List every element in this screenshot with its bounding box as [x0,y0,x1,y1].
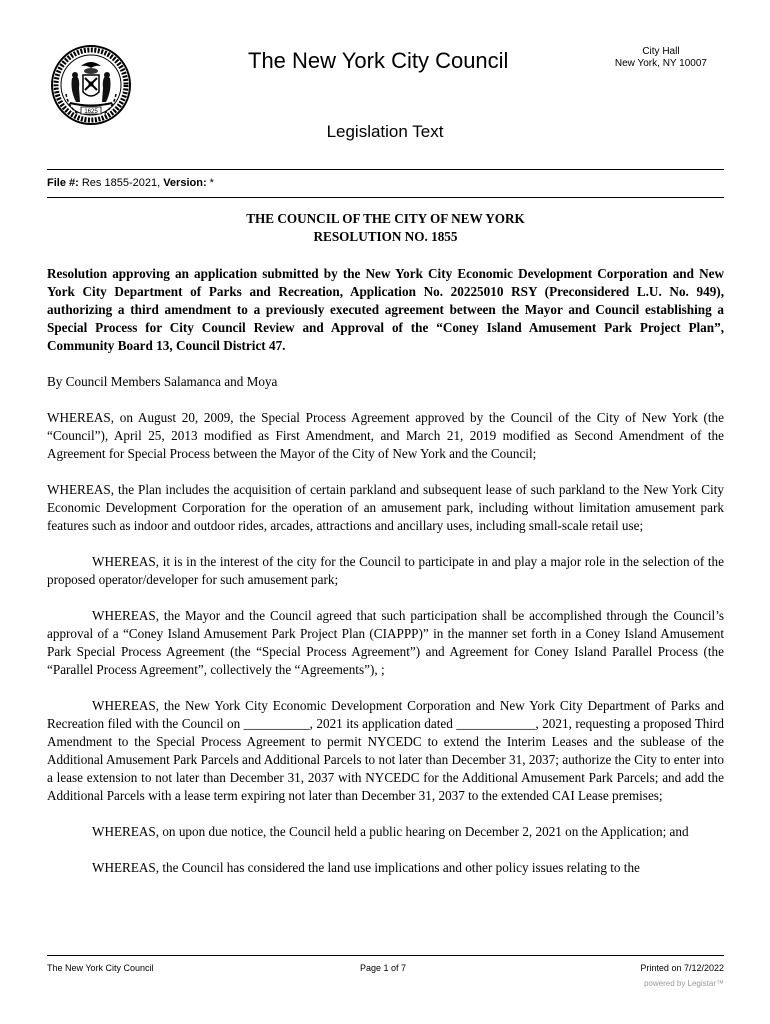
document-type: Legislation Text [326,122,444,141]
heading-line-1: THE COUNCIL OF THE CITY OF NEW YORK [246,211,525,226]
address-line-2: New York, NY 10007 [614,58,707,69]
footer-page-number: Page 1 of 7 [360,963,407,973]
address-block [615,46,707,70]
address-line-1: City Hall [642,46,680,57]
seal-year: 1625 [84,109,98,115]
version-label: Version: [163,177,207,189]
version-value: * [209,177,214,189]
footer-print-date: Printed on 7/12/2022 [640,963,724,973]
whereas-paragraph: WHEREAS, on August 20, 2009, the Special Process Agreement approved by the Council of the City of New York (the “Council”), April 25, 2013 modified as First Amendment, and March 21, 2019 modified as Second Amendment of the Agreement for Special Process between the Mayor of the City of New York and the Council; [47,410,724,461]
legislation-body [47,210,724,877]
powered-by-legistar: powered by Legistar™ [643,979,724,988]
heading-line-2: RESOLUTION NO. 1855 [313,229,458,244]
whereas-paragraph: WHEREAS, the Mayor and the Council agreed that such participation shall be accomplished through the Council’s approval of a “Coney Island Amusement Park Project Plan (CIAPPP)” in the manner set forth in a Coney Island Amusement Park Special Process Agreement (the “Special Process Agreement”) and Agreement for Coney Island Parallel Process (the “Parallel Process Agreement”, collectively the “Agreements”), ; [47,608,724,677]
footer-council-name: The New York City Council [47,963,154,973]
divider-footer [47,955,724,956]
divider-top [47,169,724,170]
file-info [47,177,214,189]
whereas-paragraph: WHEREAS, the New York City Economic Development Corporation and New York City Department of Parks and Recreation filed with the Council on __________, 2021 its application dated ____________, 2021, requesting a proposed Third Amendment to the Special Process Agreement to permit NYCEDC to extend the Interim Leases and the sublease of the Additional Amusement Park Parcels and Additional Parcels to not later than December 31, 2037; authorize the City to enter into a lease extension to not later than December 31, 2037 with NYCEDC for the Additional Amusement Park Parcels; and add the Additional Parcels with a lease term expiring not later than December 31, 2037 to the extended CAI Lease premises; [47,698,724,803]
sponsors: By Council Members Salamanca and Moya [47,374,278,389]
city-seal-icon [50,44,132,126]
divider-file [47,197,724,198]
page-title: The New York City Council [248,48,509,73]
whereas-paragraph: WHEREAS, the Plan includes the acquisition of certain parkland and subsequent lease of such parkland to the New York City Economic Development Corporation for the operation of an amusement park, including without limitation amusement park features such as indoor and outdoor rides, arcades, attractions and ancillary uses, including small-scale retail use; [47,482,724,533]
file-label: File #: [47,177,79,189]
whereas-paragraph: WHEREAS, on upon due notice, the Council held a public hearing on December 2, 2021 on the Application; and [92,824,689,839]
file-value: Res 1855-2021, [81,177,161,189]
resolution-title: Resolution approving an application submitted by the New York City Economic Development Corporation and New York City Department of Parks and Recreation, Application No. 20225010 RSY (Preconsidered L.U. No. 949), authorizing a third amendment to a previously executed agreement between the Mayor and Council establishing a Special Process for City Council Review and Approval of the “Coney Island Amusement Park Project Plan”, Community Board 13, Council District 47. [47,266,724,353]
whereas-paragraph: WHEREAS, the Council has considered the land use implications and other policy issues relating to the [92,860,640,875]
whereas-paragraph: WHEREAS, it is in the interest of the city for the Council to participate in and play a major role in the selection of the proposed operator/developer for such amusement park; [47,554,724,587]
